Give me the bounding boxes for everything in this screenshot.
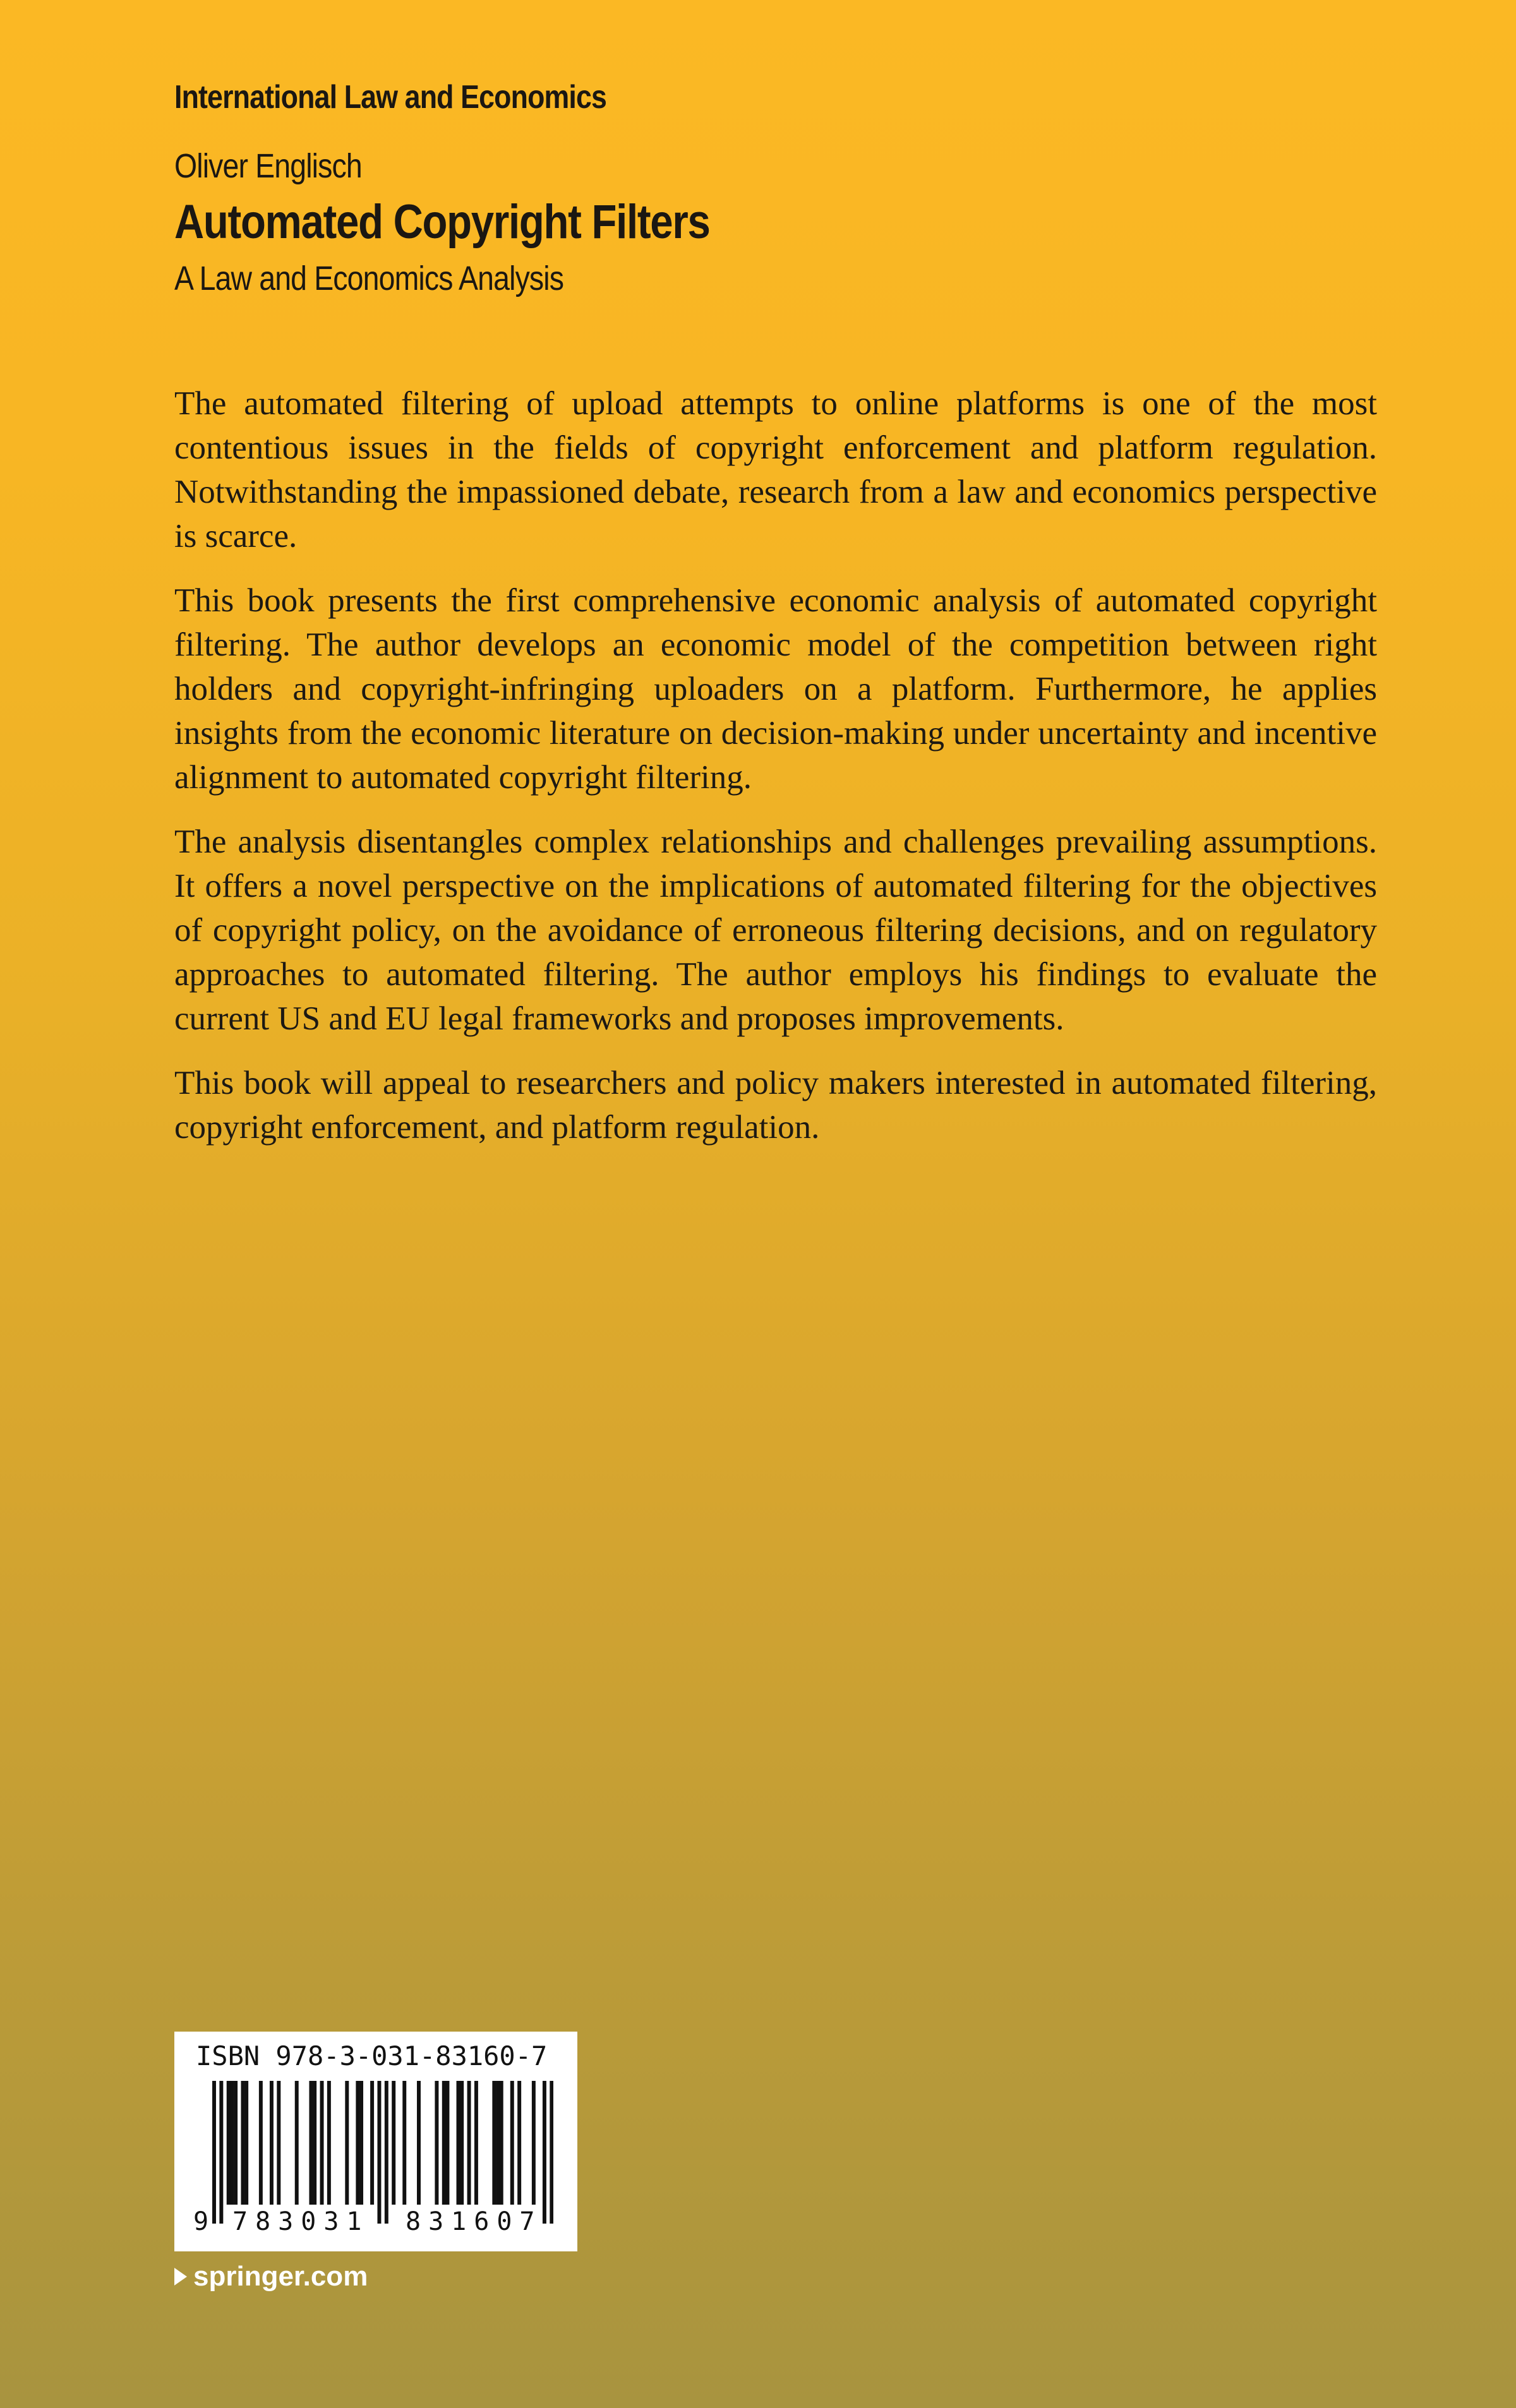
barcode-left-group: 783031 xyxy=(232,2207,370,2236)
barcode-bar xyxy=(392,2081,395,2205)
barcode-bar xyxy=(377,2081,381,2224)
barcode-bar xyxy=(442,2081,446,2205)
blurb-text xyxy=(174,381,1377,1170)
barcode-bar xyxy=(460,2081,464,2205)
isbn-barcode xyxy=(174,2032,577,2251)
barcode-bar xyxy=(385,2081,388,2224)
barcode-lead-digit: 9 xyxy=(193,2207,209,2236)
barcode-bar xyxy=(313,2081,316,2205)
series-name: International Law and Economics xyxy=(174,79,607,116)
barcode-bar xyxy=(212,2081,216,2224)
author-name: Oliver Englisch xyxy=(174,147,362,185)
barcode-bar xyxy=(270,2081,274,2205)
barcode-bar xyxy=(295,2081,299,2205)
publisher-link[interactable] xyxy=(174,2261,368,2292)
barcode-bar xyxy=(219,2081,223,2224)
barcode-digits xyxy=(193,2207,543,2236)
barcode-bar xyxy=(496,2081,500,2205)
book-subtitle: A Law and Economics Analysis xyxy=(174,260,564,297)
barcode-bar xyxy=(435,2081,438,2205)
barcode-bar xyxy=(327,2081,331,2205)
blurb-paragraph: This book presents the first comprehensive economic analysis of automated copyright filtering. The author develops an economic model of the competition between right holders and copyright-infringing uploaders on a platform. Furthermore, he applies insights from the economic literature on decision-making under uncertainty and incentive alignment to automated copyright filtering. xyxy=(174,582,1377,796)
barcode-bar xyxy=(402,2081,406,2205)
barcode-bar xyxy=(457,2081,460,2205)
blurb-paragraph: This book will appeal to researchers and policy makers interested in automated filtering, copyright enforcement, and platform regulation. xyxy=(174,1065,1377,1146)
barcode-bar xyxy=(474,2081,478,2205)
barcode-bar xyxy=(492,2081,496,2205)
barcode-bar xyxy=(309,2081,313,2205)
barcode-bar xyxy=(277,2081,280,2205)
barcode-bar xyxy=(244,2081,248,2205)
barcode-bar xyxy=(227,2081,231,2205)
barcode-bar xyxy=(510,2081,514,2205)
barcode-right-group: 831607 xyxy=(406,2207,543,2236)
barcode-bar xyxy=(359,2081,363,2205)
barcode-bar xyxy=(356,2081,359,2205)
book-title: Automated Copyright Filters xyxy=(174,195,710,249)
isbn-label: ISBN 978-3-031-83160-7 xyxy=(196,2040,548,2071)
barcode-bar xyxy=(517,2081,521,2205)
barcode-bars xyxy=(212,2081,553,2224)
triangle-arrow-icon xyxy=(174,2268,187,2285)
barcode-bar xyxy=(543,2081,546,2224)
barcode-bar xyxy=(241,2081,244,2205)
barcode-bar xyxy=(345,2081,349,2205)
barcode-bar xyxy=(500,2081,503,2205)
publisher-label: springer.com xyxy=(193,2261,368,2292)
barcode-bar xyxy=(417,2081,421,2205)
barcode-bar xyxy=(234,2081,238,2205)
barcode-bar xyxy=(259,2081,263,2205)
barcode-bar xyxy=(370,2081,374,2205)
barcode-bar xyxy=(320,2081,324,2205)
barcode-bar xyxy=(532,2081,536,2205)
barcode-bar xyxy=(467,2081,471,2205)
barcode-bar xyxy=(445,2081,449,2205)
barcode-bar xyxy=(230,2081,234,2205)
blurb-paragraph: The automated filtering of upload attempts to online platforms is one of the most contentious issues in the fields of copyright enforcement and platform regulation. Notwithstanding the impassioned debate, research from a law and economics perspective is scarce. xyxy=(174,385,1377,554)
blurb-paragraph: The analysis disentangles complex relationships and challenges prevailing assumptions. It offers a novel perspective on the implications of automated filtering for the objectives of copyright policy, on the avoidance of erroneous filtering decisions, and on regulatory approaches to automated filtering. The author employs his findings to evaluate the current US and EU legal frameworks and proposes improvements. xyxy=(174,824,1377,1037)
barcode-bar xyxy=(550,2081,553,2224)
